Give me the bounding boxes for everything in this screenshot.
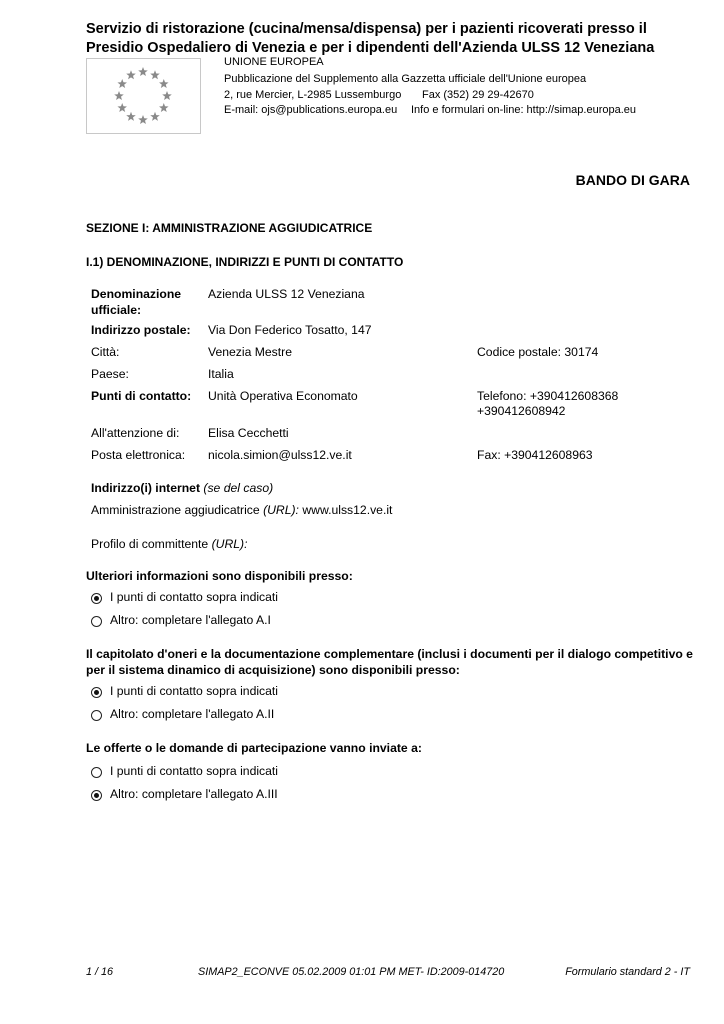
eu-star-icon bbox=[150, 70, 160, 79]
telefono2-value: +390412608942 bbox=[477, 404, 566, 418]
paese-value: Italia bbox=[208, 367, 234, 381]
publisher-org: UNIONE EUROPEA bbox=[224, 56, 324, 68]
eu-star-icon bbox=[159, 79, 169, 88]
indirizzo-label: Indirizzo postale: bbox=[91, 323, 191, 337]
footer-page: 1 / 16 bbox=[86, 966, 114, 978]
doc-type: BANDO DI GARA bbox=[575, 172, 690, 188]
eu-star-icon bbox=[162, 91, 172, 100]
q1-option2-radio[interactable] bbox=[91, 616, 102, 627]
eu-star-icon bbox=[126, 70, 136, 79]
publisher-info: Info e formulari on-line: http://simap.europa.eu bbox=[411, 104, 637, 116]
eu-star-icon bbox=[138, 67, 148, 76]
publisher-fax: Fax (352) 29 29-42670 bbox=[422, 89, 534, 101]
internet-row bbox=[91, 481, 273, 495]
internet-note: (se del caso) bbox=[203, 481, 274, 495]
document-title: Servizio di ristorazione (cucina/mensa/dispensa) per i pazienti ricoverati presso il Presidio Ospedaliero di Venezia e per i dipendenti dell'Azienda ULSS 12 Veneziana bbox=[86, 21, 655, 56]
eu-star-icon bbox=[126, 112, 136, 121]
profilo-label: Profilo di committente bbox=[91, 537, 209, 551]
admin-url-label: Amministrazione aggiudicatrice bbox=[91, 503, 260, 517]
cap-value: Codice postale: 30174 bbox=[477, 345, 599, 359]
admin-url-link[interactable]: www.ulss12.ve.it bbox=[302, 503, 393, 517]
section-heading: SEZIONE I: AMMINISTRAZIONE AGGIUDICATRICE bbox=[86, 221, 373, 235]
eu-star-icon bbox=[114, 91, 124, 100]
paese-label: Paese: bbox=[91, 367, 129, 381]
eu-star-icon bbox=[117, 79, 127, 88]
admin-url-row bbox=[91, 503, 392, 517]
q2-question: Il capitolato d'oneri e la documentazione complementare (inclusi i documenti per il dialogo competitivo e per il sistema dinamico di acquisizione) sono disponibili presso: bbox=[86, 647, 693, 677]
eu-flag bbox=[86, 58, 201, 134]
punti-label: Punti di contatto: bbox=[91, 389, 192, 403]
denominazione-label: Denominazione ufficiale: bbox=[91, 287, 182, 317]
admin-url-tag: (URL): bbox=[263, 503, 299, 517]
email-value[interactable]: nicola.simion@ulss12.ve.it bbox=[208, 448, 352, 462]
footer-form: Formulario standard 2 - IT bbox=[565, 966, 690, 978]
attenzione-label: All'attenzione di: bbox=[91, 426, 180, 440]
q2-option1-radio[interactable] bbox=[91, 687, 102, 698]
profilo-tag: (URL): bbox=[211, 537, 248, 551]
citta-value: Venezia Mestre bbox=[208, 345, 293, 359]
q1-option2-label: Altro: completare l'allegato A.I bbox=[110, 613, 271, 627]
email-label: Posta elettronica: bbox=[91, 448, 186, 462]
eu-flag-icon bbox=[87, 59, 200, 133]
q2-option2-label: Altro: completare l'allegato A.II bbox=[110, 707, 275, 721]
q1-question: Ulteriori informazioni sono disponibili presso: bbox=[86, 569, 353, 583]
fax-value: Fax: +390412608963 bbox=[477, 448, 593, 462]
publisher-address: 2, rue Mercier, L-2985 Lussemburgo bbox=[224, 89, 402, 101]
attenzione-value: Elisa Cecchetti bbox=[208, 426, 289, 440]
indirizzo-value: Via Don Federico Tosatto, 147 bbox=[208, 323, 372, 337]
denominazione-value: Azienda ULSS 12 Veneziana bbox=[208, 287, 365, 301]
q2-option2-radio[interactable] bbox=[91, 710, 102, 721]
telefono-value: Telefono: +390412608368 bbox=[477, 389, 619, 403]
eu-star-icon bbox=[150, 112, 160, 121]
internet-label: Indirizzo(i) internet bbox=[91, 481, 201, 495]
q1-option1-radio[interactable] bbox=[91, 593, 102, 604]
q3-option2-label: Altro: completare l'allegato A.III bbox=[110, 787, 278, 801]
profilo-row bbox=[91, 537, 247, 551]
subsection-heading: I.1) DENOMINAZIONE, INDIRIZZI E PUNTI DI CONTATTO bbox=[86, 255, 404, 269]
q2-option1-label: I punti di contatto sopra indicati bbox=[110, 684, 279, 698]
eu-star-icon bbox=[159, 103, 169, 112]
citta-label: Città: bbox=[91, 345, 120, 359]
footer-id: SIMAP2_ECONVE 05.02.2009 01:01 PM MET- ID:2009-014720 bbox=[198, 966, 505, 978]
q3-option2-radio[interactable] bbox=[91, 790, 102, 801]
q1-option1-label: I punti di contatto sopra indicati bbox=[110, 590, 279, 604]
publisher-email: E-mail: ojs@publications.europa.eu bbox=[224, 104, 398, 116]
eu-star-icon bbox=[117, 103, 127, 112]
eu-star-icon bbox=[138, 115, 148, 124]
q3-option1-label: I punti di contatto sopra indicati bbox=[110, 764, 279, 778]
q3-option1-radio[interactable] bbox=[91, 767, 102, 778]
q3-question: Le offerte o le domande di partecipazione vanno inviate a: bbox=[86, 741, 422, 755]
publication-name: Pubblicazione del Supplemento alla Gazzetta ufficiale dell'Unione europea bbox=[224, 73, 587, 85]
punti-value: Unità Operativa Economato bbox=[208, 389, 358, 403]
